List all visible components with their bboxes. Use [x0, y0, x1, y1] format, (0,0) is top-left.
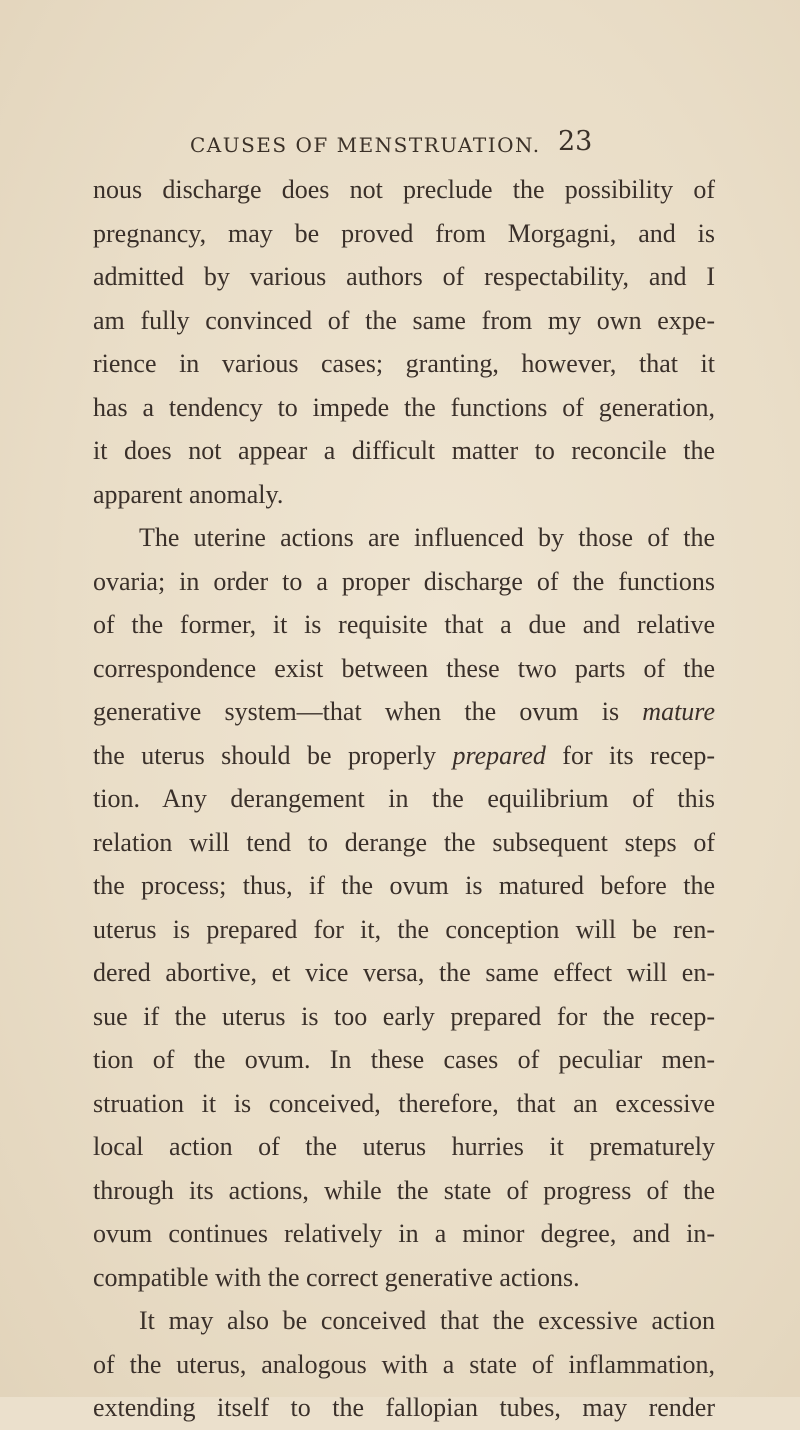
text-line: ovum continues relatively in a minor degree, and in-	[93, 1219, 715, 1248]
text-line: pregnancy, may be proved from Morgagni, and is	[93, 218, 715, 248]
text-segment: for its recep-	[545, 740, 715, 770]
text-line: struation it is conceived, therefore, that an excessive	[93, 1088, 715, 1118]
text-line: It may also be conceived that the excessive action	[139, 1306, 715, 1335]
text-line: of the uterus, analogous with a state of inflammation,	[93, 1349, 715, 1379]
italic-text: prepared	[452, 740, 546, 770]
text-line: admitted by various authors of respectability, and I	[93, 262, 715, 291]
text-segment: the uterus should be properly	[93, 740, 453, 770]
text-line: apparent anomaly.	[93, 479, 284, 509]
text-line: uterus is prepared for it, the conception will be ren-	[93, 914, 715, 944]
text-line: compatible with the correct generative actions.	[93, 1262, 580, 1292]
text-line: dered abortive, et vice versa, the same effect will en-	[93, 958, 715, 987]
text-line: tion. Any derangement in the equilibrium of this	[93, 784, 715, 813]
text-line: local action of the uterus hurries it prematurely	[93, 1132, 715, 1161]
text-line: tion of the ovum. In these cases of peculiar men-	[93, 1045, 715, 1074]
text-line: of the former, it is requisite that a due and relative	[93, 610, 715, 639]
text-line: ovaria; in order to a proper discharge of the functions	[93, 566, 715, 596]
text-line: the process; thus, if the ovum is matured before the	[93, 871, 715, 900]
text-line: sue if the uterus is too early prepared for the recep-	[93, 1001, 715, 1031]
text-line: The uterine actions are influenced by those of the	[139, 523, 715, 552]
text-segment: generative system—that when the ovum is	[93, 697, 643, 726]
text-line: has a tendency to impede the functions of generation,	[93, 392, 715, 422]
text-line: it does not appear a difficult matter to reconcile the	[93, 436, 715, 465]
italic-text: mature	[642, 697, 715, 726]
page-number: 23	[558, 126, 593, 157]
text-line: am fully convinced of the same from my own expe-	[93, 305, 715, 335]
text-line: relation will tend to derange the subsequent steps of	[93, 827, 715, 857]
body-text	[93, 168, 715, 1430]
text-line: correspondence exist between these two parts of the	[93, 653, 715, 683]
text-line: rience in various cases; granting, however, that it	[93, 349, 715, 378]
text-line	[93, 690, 715, 734]
text-line: nous discharge does not preclude the possibility of	[93, 175, 715, 204]
text-line: extending itself to the fallopian tubes, may render	[93, 1393, 715, 1422]
running-head: CAUSES OF MENSTRUATION.	[190, 133, 541, 157]
text-line: through its actions, while the state of progress of the	[93, 1175, 715, 1205]
text-line	[93, 734, 715, 778]
